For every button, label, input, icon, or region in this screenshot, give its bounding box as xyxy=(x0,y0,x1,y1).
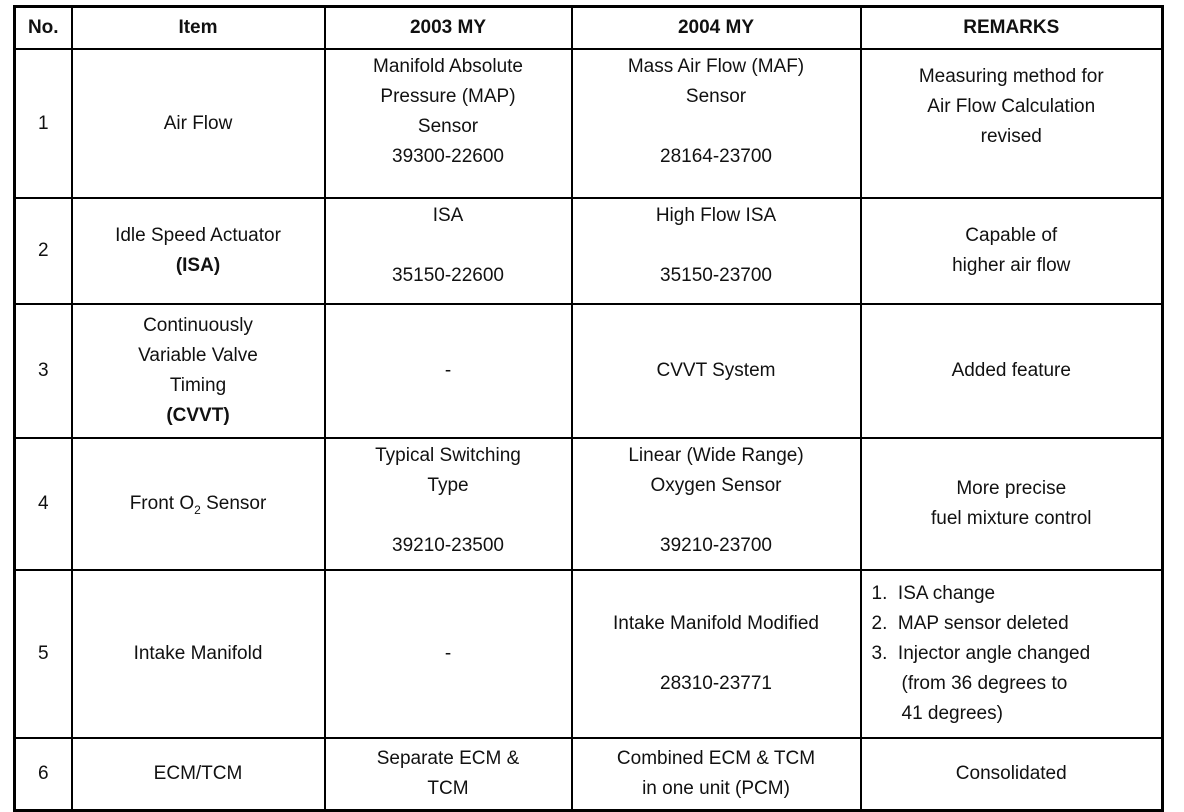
list-number: 2. xyxy=(871,613,888,634)
cell-text: Capable of xyxy=(965,225,1058,246)
cell-text: Pressure (MAP) xyxy=(380,86,516,107)
cell-text: Air Flow Calculation xyxy=(927,96,1096,117)
cell-2004 xyxy=(572,198,861,304)
cell-no: 6 xyxy=(15,738,72,811)
cell-text: TCM xyxy=(427,778,469,799)
cell-remarks: Consolidated xyxy=(861,738,1163,811)
cell-text: Sensor xyxy=(685,86,747,107)
cell-no: 3 xyxy=(15,304,72,438)
header-2004-my: 2004 MY xyxy=(572,7,861,50)
subscript: 2 xyxy=(194,502,201,517)
cell-item: Air Flow xyxy=(72,49,325,198)
cell-text: Measuring method for xyxy=(918,66,1104,87)
cell-remarks: Added feature xyxy=(861,304,1163,438)
cell-text: Typical Switching xyxy=(375,445,521,466)
cell-item: ECM/TCM xyxy=(72,738,325,811)
cell-text: Type xyxy=(427,475,469,496)
cell-text: Oxygen Sensor xyxy=(650,475,782,496)
header-no: No. xyxy=(15,7,72,50)
cell-text: Sensor xyxy=(200,492,267,514)
cell-remarks xyxy=(861,438,1163,570)
cell-text: Manifold Absolute xyxy=(373,56,523,77)
cell-2003: - xyxy=(325,570,572,738)
cell-text: Front O xyxy=(129,492,195,514)
cell-text: High Flow ISA xyxy=(655,205,777,226)
cell-2004 xyxy=(572,570,861,738)
part-number: 35150-23700 xyxy=(660,265,772,286)
cell-item xyxy=(72,304,325,438)
cell-no: 4 xyxy=(15,438,72,570)
cell-text: higher air flow xyxy=(952,255,1071,276)
cell-item xyxy=(72,438,325,570)
cell-text: Linear (Wide Range) xyxy=(628,445,804,466)
list-number: 3. xyxy=(871,643,888,664)
list-item xyxy=(872,609,1158,639)
cell-remarks xyxy=(861,49,1163,198)
cell-2003 xyxy=(325,738,572,811)
spec-comparison-table xyxy=(13,5,1164,812)
cell-text: (CVVT) xyxy=(166,405,230,426)
list-item xyxy=(872,579,1158,609)
cell-text: Separate ECM & xyxy=(376,748,520,769)
cell-2003 xyxy=(325,438,572,570)
cell-text: More precise xyxy=(956,478,1067,499)
part-number: 35150-22600 xyxy=(392,265,504,286)
part-number: 39210-23700 xyxy=(660,535,772,556)
table-row xyxy=(15,570,1163,738)
header-item: Item xyxy=(72,7,325,50)
table-row xyxy=(15,738,1163,811)
cell-2004: CVVT System xyxy=(572,304,861,438)
cell-text: Continuously xyxy=(143,315,253,336)
cell-text: in one unit (PCM) xyxy=(642,778,790,799)
cell-text: ISA xyxy=(432,205,464,226)
cell-remarks xyxy=(861,198,1163,304)
cell-item: Intake Manifold xyxy=(72,570,325,738)
cell-item xyxy=(72,198,325,304)
cell-text: Intake Manifold Modified xyxy=(613,613,819,634)
cell-2004 xyxy=(572,738,861,811)
cell-text: fuel mixture control xyxy=(930,508,1092,529)
cell-no: 2 xyxy=(15,198,72,304)
list-text-continued: 41 degrees) xyxy=(901,703,1003,724)
part-number: 39300-22600 xyxy=(392,146,504,167)
list-text: MAP sensor deleted xyxy=(897,613,1069,634)
table-row xyxy=(15,198,1163,304)
cell-2003 xyxy=(325,49,572,198)
list-text-continued: (from 36 degrees to xyxy=(901,673,1068,694)
cell-text: Mass Air Flow (MAF) xyxy=(627,56,805,77)
table-row xyxy=(15,438,1163,570)
cell-text: Variable Valve xyxy=(138,345,258,366)
cell-2003: - xyxy=(325,304,572,438)
list-text: Injector angle changed xyxy=(897,643,1091,664)
cell-text: Idle Speed Actuator xyxy=(115,225,281,246)
header-remarks: REMARKS xyxy=(861,7,1163,50)
cell-text: (ISA) xyxy=(175,255,221,276)
table-row xyxy=(15,49,1163,198)
cell-2003 xyxy=(325,198,572,304)
list-number: 1. xyxy=(871,583,888,604)
cell-no: 1 xyxy=(15,49,72,198)
part-number: 39210-23500 xyxy=(392,535,504,556)
list-text: ISA change xyxy=(897,583,996,604)
cell-text: Sensor xyxy=(417,116,479,137)
cell-text: Timing xyxy=(169,375,227,396)
part-number: 28310-23771 xyxy=(660,673,772,694)
list-item xyxy=(872,639,1158,729)
remarks-list xyxy=(866,579,1158,729)
cell-text: revised xyxy=(980,126,1042,147)
cell-remarks xyxy=(861,570,1163,738)
cell-2004 xyxy=(572,49,861,198)
cell-no: 5 xyxy=(15,570,72,738)
cell-2004 xyxy=(572,438,861,570)
part-number: 28164-23700 xyxy=(660,146,772,167)
header-2003-my: 2003 MY xyxy=(325,7,572,50)
table-row xyxy=(15,304,1163,438)
table-header-row xyxy=(15,7,1163,50)
cell-text: Combined ECM & TCM xyxy=(616,748,816,769)
